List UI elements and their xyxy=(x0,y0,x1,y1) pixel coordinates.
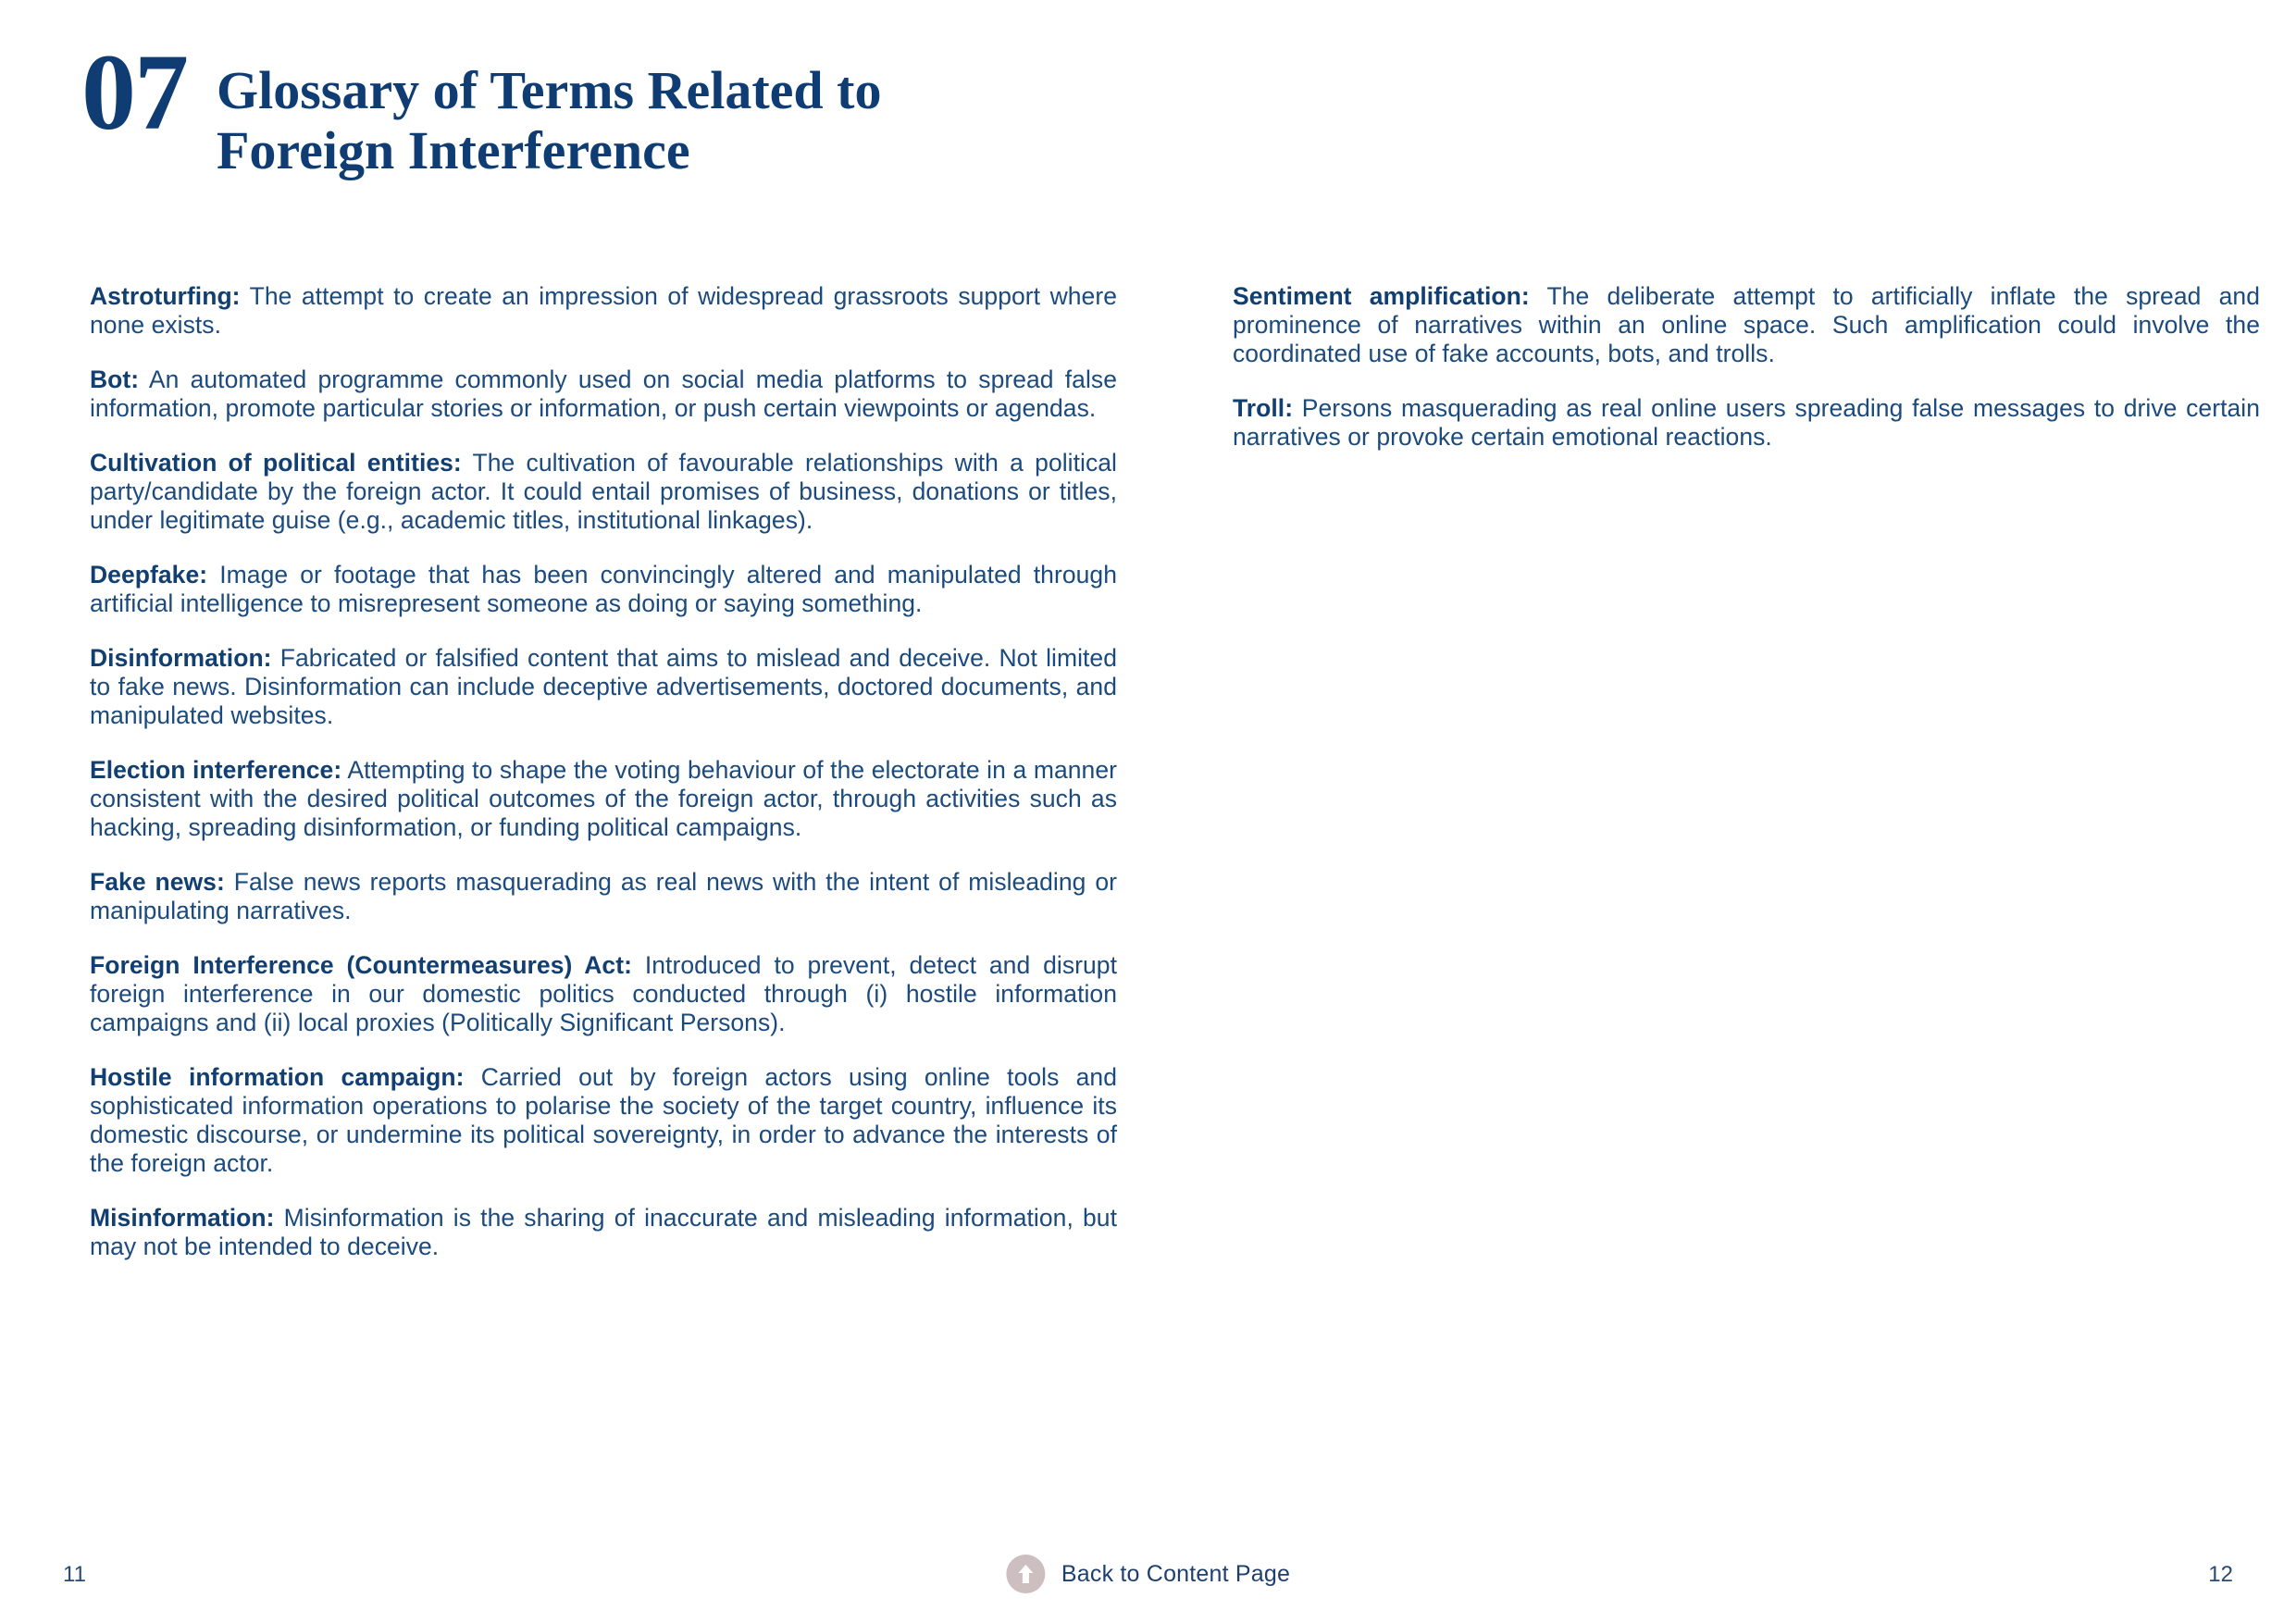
entry-definition: Introduced to prevent, detect and disrupt foreign interference in our domestic politics conducted through (i) hostile information campaigns and (ii) local proxies (Politically Significant Persons). xyxy=(90,950,1117,1036)
glossary-entry xyxy=(90,756,1117,842)
page-number-right: 12 xyxy=(2208,1562,2233,1587)
glossary-columns xyxy=(0,257,2296,1261)
page-title-line-1: Glossary of Terms Related to xyxy=(217,60,882,120)
page-footer xyxy=(0,1534,2296,1623)
chapter-number: 07 xyxy=(81,31,187,153)
page-header xyxy=(81,31,882,181)
glossary-column-right xyxy=(1233,257,2260,1261)
entry-definition: Fabricated or falsified content that aims to mislead and deceive. Not limited to fake news. Disinformation can include deceptive advertisements, doctored documents, and manipulated websites. xyxy=(90,643,1117,729)
entry-definition: Misinformation is the sharing of inaccurate and misleading information, but may not be intended to deceive. xyxy=(90,1203,1117,1260)
entry-term: Disinformation: xyxy=(90,643,272,672)
entry-term: Astroturfing: xyxy=(90,281,241,310)
entry-term: Troll: xyxy=(1233,393,1294,422)
entry-term: Election interference: xyxy=(90,755,342,784)
arrow-up-icon xyxy=(1006,1555,1045,1593)
glossary-entry xyxy=(90,1204,1117,1261)
page-title-line-2: Foreign Interference xyxy=(217,119,690,180)
back-to-content-button[interactable] xyxy=(1006,1555,1290,1593)
entry-definition: The deliberate attempt to artificially inflate the spread and prominence of narratives within an online space. Such amplification could involve the coordinated use of fake accounts, bots, and trolls. xyxy=(1233,281,2260,367)
entry-definition: An automated programme commonly used on social media platforms to spread false information, promote particular stories or information, or push certain viewpoints or agendas. xyxy=(90,365,1117,422)
page-number-left: 11 xyxy=(63,1562,86,1587)
glossary-column-left xyxy=(90,257,1117,1261)
glossary-entry xyxy=(90,644,1117,730)
entry-definition: Attempting to shape the voting behaviour of the electorate in a manner consistent with the desired political outcomes of the foreign actor, through activities such as hacking, spreading disinformation, or funding political campaigns. xyxy=(90,755,1117,841)
entry-term: Misinformation: xyxy=(90,1203,275,1232)
entry-term: Cultivation of political entities: xyxy=(90,448,462,477)
glossary-entry xyxy=(1233,394,2260,452)
glossary-entry xyxy=(90,449,1117,535)
glossary-entry xyxy=(1233,282,2260,368)
entry-definition: Carried out by foreign actors using online tools and sophisticated information operations to polarise the society of the target country, influence its domestic discourse, or undermine its political sovereignty, in order to advance the interests of the foreign actor. xyxy=(90,1062,1117,1177)
entry-definition: The cultivation of favourable relationships with a political party/candidate by the foreign actor. It could entail promises of business, donations or titles, under legitimate guise (e.g., academic titles, institutional linkages). xyxy=(90,448,1117,534)
glossary-entry xyxy=(90,1063,1117,1178)
page-title xyxy=(217,43,882,181)
entry-term: Sentiment amplification: xyxy=(1233,281,1530,310)
entry-definition: False news reports masquerading as real news with the intent of misleading or manipulating narratives. xyxy=(90,867,1117,924)
glossary-entry xyxy=(90,951,1117,1037)
glossary-entry xyxy=(90,561,1117,618)
entry-term: Fake news: xyxy=(90,867,225,896)
entry-term: Hostile information campaign: xyxy=(90,1062,465,1091)
entry-definition: The attempt to create an impression of widespread grassroots support where none exists. xyxy=(90,281,1117,339)
glossary-entry xyxy=(90,868,1117,925)
glossary-entry xyxy=(90,282,1117,340)
back-to-content-label: Back to Content Page xyxy=(1061,1560,1291,1587)
entry-term: Bot: xyxy=(90,365,140,393)
glossary-entry xyxy=(90,365,1117,423)
entry-definition: Persons masquerading as real online users spreading false messages to drive certain narratives or provoke certain emotional reactions. xyxy=(1233,393,2260,451)
entry-definition: Image or footage that has been convincingly altered and manipulated through artificial intelligence to misrepresent someone as doing or saying something. xyxy=(90,560,1117,617)
entry-term: Deepfake: xyxy=(90,560,208,588)
entry-term: Foreign Interference (Countermeasures) Act: xyxy=(90,950,632,979)
